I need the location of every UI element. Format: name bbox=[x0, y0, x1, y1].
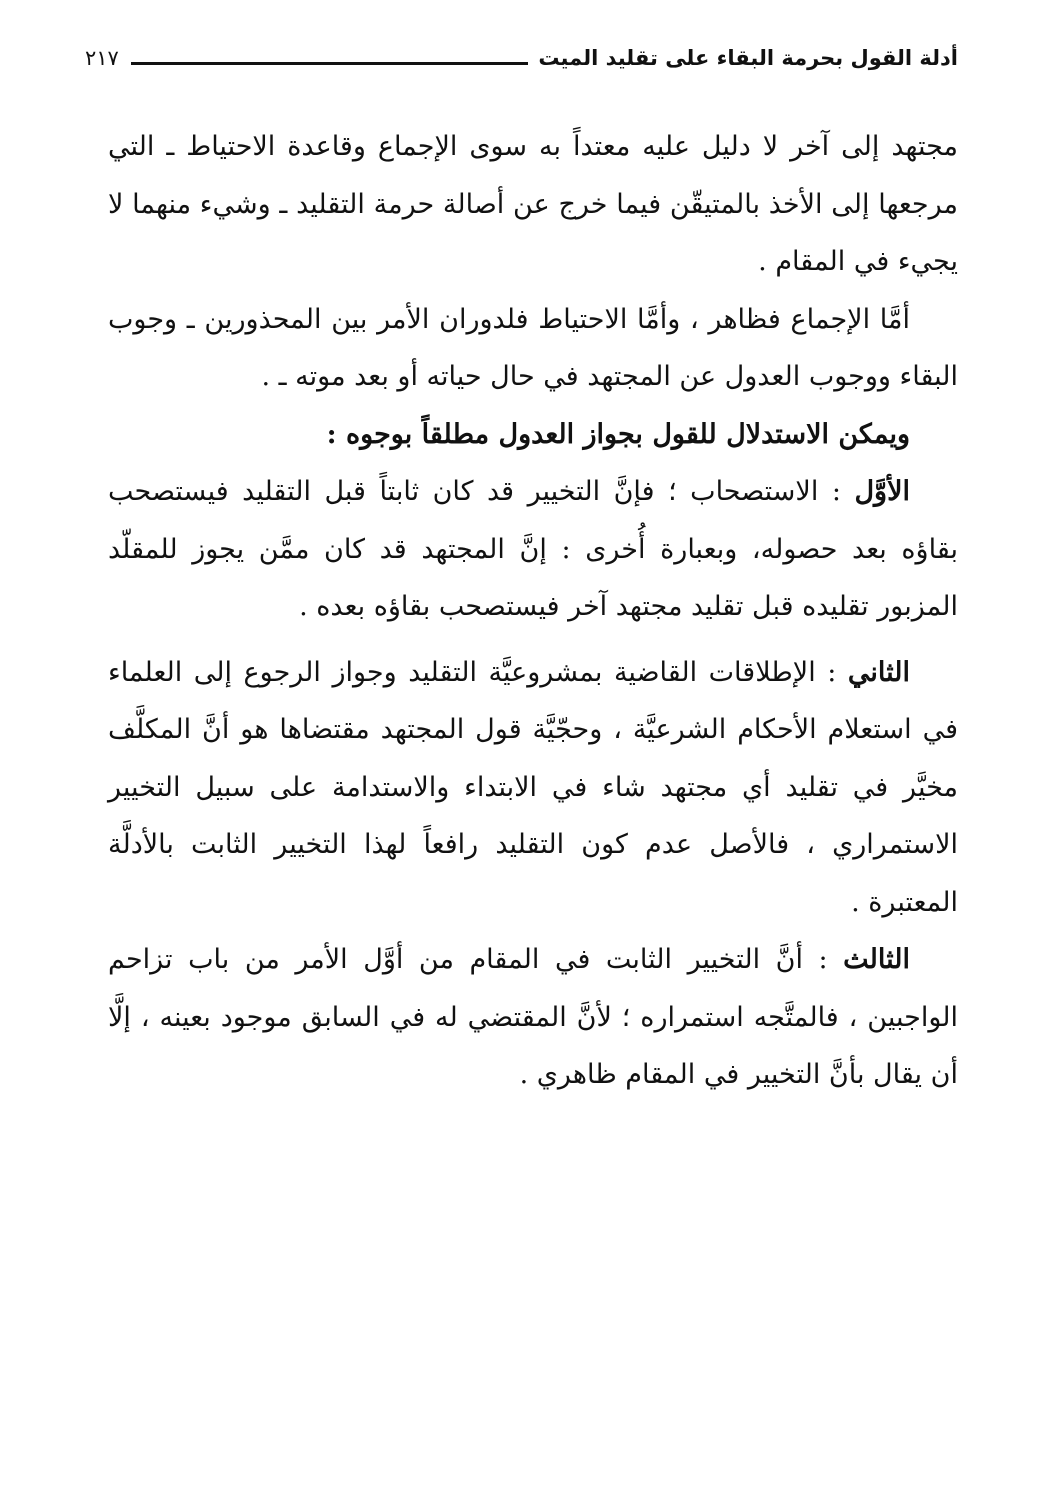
second-argument-text: : الإطلاقات القاضية بمشروعيَّة التقليد وجواز الرجوع إلى العلماء في استعلام الأحكام الشرعيَّة ، وحجّيَّة قول المجتهد مقتضاها هو أنَّ المكلَّف مخيَّر في تقليد أي مجتهد شاء في الابتداء والاستدامة على سبيل التخيير الاستمراري ، فالأصل عدم كون التقليد رافعاً لهذا التخيير الثابت بالأدلَّة المعتبرة . bbox=[108, 656, 958, 918]
running-title: أدلة القول بحرمة البقاء على تقليد الميت bbox=[538, 46, 958, 70]
header-rule bbox=[131, 62, 528, 65]
running-header bbox=[85, 38, 958, 78]
page-number: ٢١٧ bbox=[85, 46, 119, 70]
paragraph-second-argument bbox=[108, 644, 958, 932]
second-argument-label: الثاني bbox=[847, 656, 910, 688]
third-argument-text: : أنَّ التخيير الثابت في المقام من أوَّل الأمر من باب تزاحم الواجبين ، فالمتَّجه استمراره ؛ لأنَّ المقتضي له في السابق موجود بعينه ، إلَّا أن يقال بأنَّ التخيير في المقام ظاهري . bbox=[108, 944, 958, 1090]
paragraph-first-argument bbox=[108, 463, 958, 636]
page-body bbox=[108, 118, 958, 1104]
first-argument-text: : الاستصحاب ؛ فإنَّ التخيير قد كان ثابتاً قبل التقليد فيستصحب بقاؤه بعد حصوله، وبعبارة أُخرى : إنَّ المجتهد قد كان ممَّن يجوز للمقلّد المزبور تقليده قبل تقليد مجتهد آخر فيستصحب بقاؤه بعده . bbox=[108, 476, 958, 622]
paragraph-ijma-ihtiyat: أمَّا الإجماع فظاهر ، وأمَّا الاحتياط فلدوران الأمر بين المحذورين ـ وجوب البقاء ووجوب العدول عن المجتهد في حال حياته أو بعد موته ـ . bbox=[108, 303, 958, 392]
third-argument-label: الثالث bbox=[843, 944, 910, 975]
section-heading: ويمكن الاستدلال للقول بجواز العدول مطلقاً بوجوه : bbox=[326, 418, 910, 450]
first-argument-label: الأوَّل bbox=[854, 476, 910, 507]
paragraph-third-argument bbox=[108, 931, 958, 1104]
paragraph-continuation: مجتهد إلى آخر لا دليل عليه معتداً به سوى الإجماع وقاعدة الاحتياط ـ التي مرجعها إلى الأخذ بالمتيقّن فيما خرج عن أصالة حرمة التقليد ـ وشيء منهما لا يجيء في المقام . bbox=[108, 131, 958, 277]
